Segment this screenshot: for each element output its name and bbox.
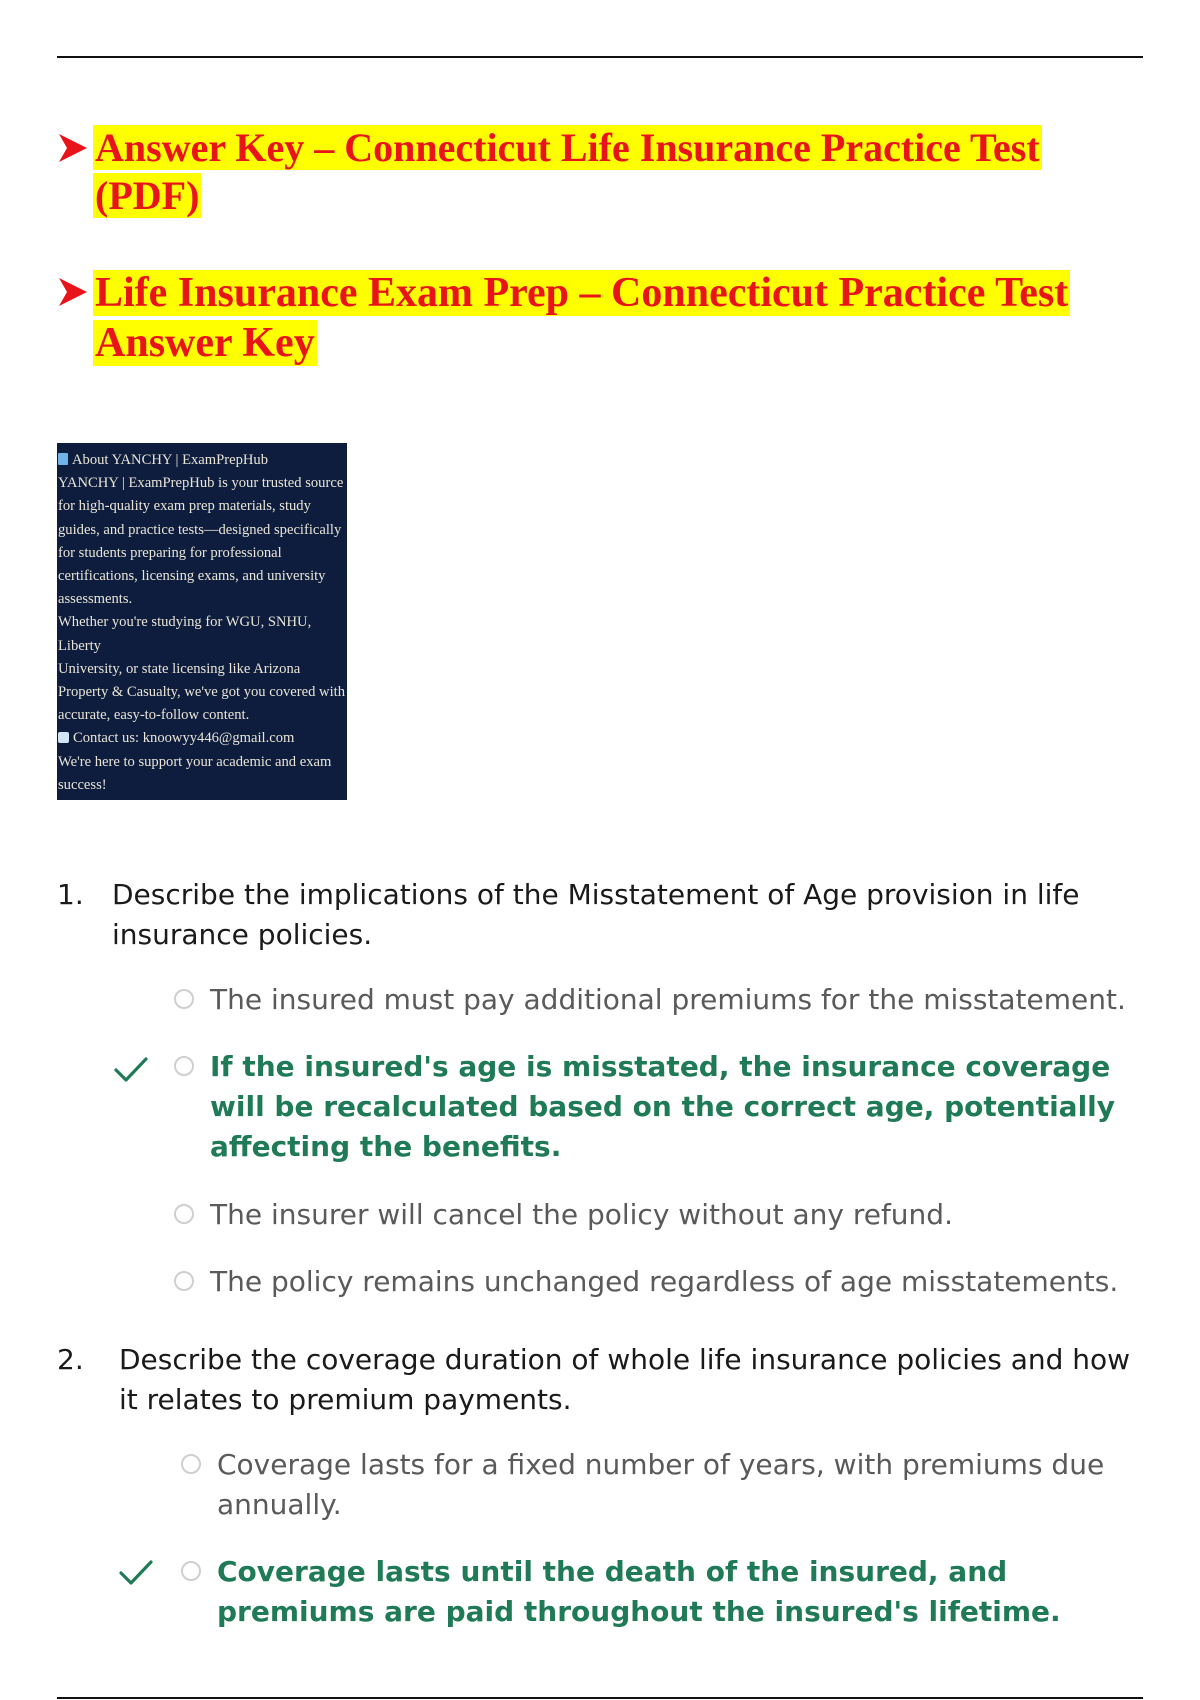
checkmark-icon (113, 1055, 149, 1085)
about-line: certifications, licensing exams, and university (58, 568, 326, 585)
book-icon (58, 453, 68, 465)
arrow-bullet-icon (57, 276, 89, 308)
about-line: Contact us: knoowyy446@gmail.com (58, 727, 345, 750)
heading-exam-prep (57, 268, 1147, 368)
bottom-rule (57, 1697, 1143, 1699)
contact-icon (58, 732, 69, 743)
arrow-bullet-icon (57, 132, 89, 164)
question-number: 1. (57, 878, 84, 911)
heading-answer-key (57, 124, 1147, 220)
about-line: for high-quality exam prep materials, study (58, 498, 311, 515)
question-1 (57, 875, 1147, 955)
about-line: success! (58, 776, 107, 793)
option-text: Coverage lasts until the death of the insured, and premiums are paid throughout the insured's lifetime. (217, 1555, 1061, 1628)
about-line: assessments. (58, 591, 133, 608)
answer-option-correct[interactable] (174, 1047, 1134, 1167)
top-rule (57, 56, 1143, 58)
question-text: Describe the coverage duration of whole life insurance policies and how it relates to premium payments. (119, 1343, 1131, 1416)
about-card-image (57, 443, 347, 800)
about-line: University, or state licensing like Arizona (58, 660, 301, 677)
about-line: YANCHY | ExamPrepHub is your trusted source (58, 475, 344, 492)
option-text: The policy remains unchanged regardless of age misstatements. (210, 1265, 1119, 1298)
option-text: The insured must pay additional premiums for the misstatement. (210, 983, 1126, 1016)
radio-button[interactable] (174, 1056, 194, 1076)
about-line: About YANCHY | ExamPrepHub (58, 449, 345, 472)
question-number: 2. (57, 1343, 84, 1376)
radio-button[interactable] (174, 1271, 194, 1291)
answer-option[interactable] (174, 1195, 1134, 1235)
about-line: Whether you're studying for WGU, SNHU, Liberty (58, 614, 312, 654)
answer-option-correct[interactable] (181, 1552, 1141, 1632)
answer-option[interactable] (174, 980, 1134, 1020)
question-text: Describe the implications of the Misstatement of Age provision in life insurance policies. (112, 878, 1080, 951)
option-text: The insurer will cancel the policy without any refund. (210, 1198, 953, 1231)
radio-button[interactable] (174, 1204, 194, 1224)
answer-option[interactable] (181, 1445, 1141, 1525)
option-text: Coverage lasts for a fixed number of years, with premiums due annually. (217, 1448, 1105, 1521)
radio-button[interactable] (174, 989, 194, 1009)
option-text: If the insured's age is misstated, the insurance coverage will be recalculated based on the correct age, potentially affecting the benefits. (210, 1050, 1116, 1163)
about-line: accurate, easy-to-follow content. (58, 707, 250, 724)
heading-text: Life Insurance Exam Prep – Connecticut Practice Test Answer Key (95, 270, 1069, 366)
about-line: for students preparing for professional (58, 544, 282, 561)
radio-button[interactable] (181, 1454, 201, 1474)
about-line: Property & Casualty, we've got you covered with (58, 684, 346, 701)
about-line: guides, and practice tests—designed specifically (58, 521, 342, 538)
answer-option[interactable] (174, 1262, 1134, 1302)
checkmark-icon (118, 1558, 154, 1588)
radio-button[interactable] (181, 1561, 201, 1581)
heading-text: Answer Key – Connecticut Life Insurance Practice Test (PDF) (95, 125, 1040, 218)
question-2 (57, 1340, 1147, 1420)
about-line: We're here to support your academic and exam (58, 753, 332, 770)
